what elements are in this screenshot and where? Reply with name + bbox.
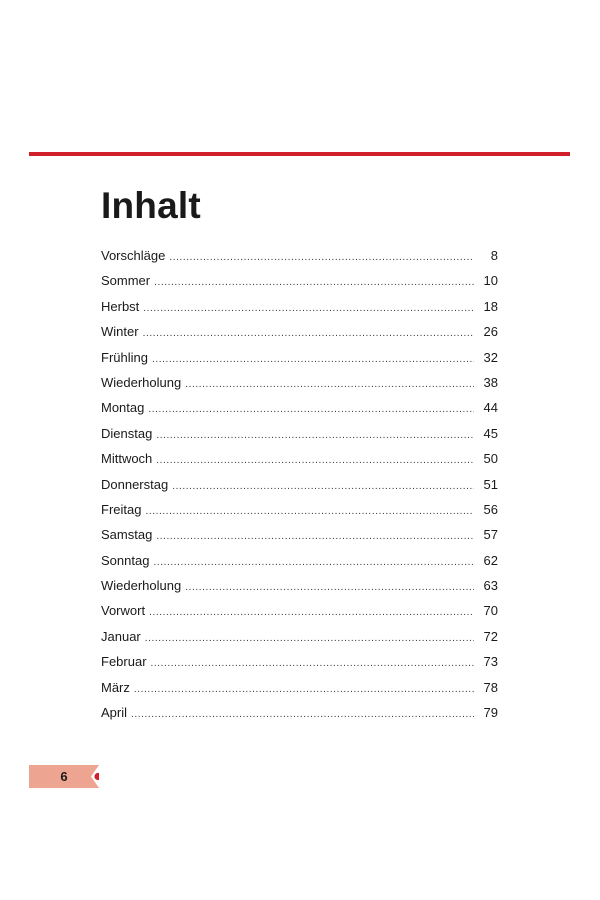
dot-leader bbox=[151, 651, 474, 676]
toc-entry-label: Sonntag bbox=[101, 552, 150, 568]
toc-entry[interactable] bbox=[101, 700, 498, 725]
toc-entry[interactable] bbox=[101, 395, 498, 420]
toc-entry-page: 8 bbox=[490, 248, 498, 263]
table-of-contents bbox=[101, 243, 498, 725]
toc-entry[interactable] bbox=[101, 345, 498, 370]
toc-entry[interactable] bbox=[101, 472, 498, 497]
dot-leader bbox=[156, 524, 474, 549]
toc-entry-label: Frühling bbox=[101, 349, 148, 365]
page-number: 6 bbox=[60, 769, 68, 784]
toc-entry[interactable] bbox=[101, 649, 498, 674]
toc-entry[interactable] bbox=[101, 294, 498, 319]
toc-entry-label: Vorschläge bbox=[101, 248, 166, 263]
dot-leader bbox=[131, 702, 474, 727]
toc-entry[interactable] bbox=[101, 522, 498, 547]
dot-leader bbox=[143, 296, 474, 321]
dot-leader bbox=[145, 626, 474, 651]
dot-leader bbox=[149, 600, 474, 625]
toc-entry-label: Samstag bbox=[101, 527, 153, 543]
toc-entry[interactable] bbox=[101, 370, 498, 395]
toc-entry-label: Wiederholung bbox=[101, 578, 182, 594]
toc-entry-page: 26 bbox=[483, 324, 498, 340]
toc-entry-page: 57 bbox=[483, 527, 498, 543]
toc-entry-label: Donnerstag bbox=[101, 476, 169, 492]
toc-entry-label: Dienstag bbox=[101, 425, 153, 441]
dot-leader bbox=[134, 677, 474, 702]
toc-entry-label: Wiederholung bbox=[101, 374, 182, 390]
dot-leader bbox=[156, 423, 474, 448]
dot-leader bbox=[152, 347, 474, 372]
toc-entry-page: 72 bbox=[483, 628, 498, 644]
toc-entry[interactable] bbox=[101, 675, 498, 700]
toc-entry-page: 44 bbox=[483, 400, 498, 416]
toc-entry-label: Herbst bbox=[101, 298, 140, 314]
toc-entry-page: 50 bbox=[483, 451, 498, 467]
dot-leader bbox=[156, 448, 474, 473]
dot-leader bbox=[169, 245, 474, 270]
toc-entry-page: 51 bbox=[483, 476, 498, 492]
toc-entry-page: 18 bbox=[483, 298, 498, 314]
toc-entry-page: 73 bbox=[483, 654, 498, 670]
dot-leader bbox=[153, 550, 474, 575]
dot-leader bbox=[148, 397, 474, 422]
toc-entry-label: Mittwoch bbox=[101, 451, 153, 467]
toc-entry[interactable] bbox=[101, 573, 498, 598]
toc-entry[interactable] bbox=[101, 421, 498, 446]
toc-entry-label: März bbox=[101, 679, 130, 695]
toc-entry-page: 78 bbox=[483, 679, 498, 695]
dot-leader bbox=[172, 474, 474, 499]
toc-entry-label: Montag bbox=[101, 400, 145, 416]
dot-leader bbox=[185, 372, 474, 397]
toc-entry-page: 45 bbox=[483, 425, 498, 441]
toc-entry-page: 63 bbox=[483, 578, 498, 594]
toc-entry-page: 62 bbox=[483, 552, 498, 568]
toc-entry-label: Winter bbox=[101, 324, 139, 340]
toc-entry[interactable] bbox=[101, 598, 498, 623]
toc-entry-page: 56 bbox=[483, 501, 498, 517]
toc-entry[interactable] bbox=[101, 446, 498, 471]
toc-entry[interactable] bbox=[101, 268, 498, 293]
toc-entry-label: Vorwort bbox=[101, 603, 146, 619]
toc-entry-page: 70 bbox=[483, 603, 498, 619]
toc-entry-page: 38 bbox=[483, 374, 498, 390]
toc-entry-label: Februar bbox=[101, 654, 147, 670]
toc-entry-page: 32 bbox=[483, 349, 498, 365]
toc-entry[interactable] bbox=[101, 548, 498, 573]
toc-entry-page: 79 bbox=[483, 705, 498, 721]
toc-entry-label: Freitag bbox=[101, 501, 142, 517]
toc-entry[interactable] bbox=[101, 243, 498, 268]
toc-entry-label: Sommer bbox=[101, 273, 151, 289]
toc-entry-label: Januar bbox=[101, 628, 141, 644]
toc-entry[interactable] bbox=[101, 624, 498, 649]
dot-leader bbox=[154, 270, 474, 295]
toc-entry[interactable] bbox=[101, 319, 498, 344]
toc-entry-label: April bbox=[101, 705, 128, 721]
header-divider bbox=[29, 152, 570, 156]
dot-leader bbox=[145, 499, 474, 524]
toc-entry[interactable] bbox=[101, 497, 498, 522]
page-title: Inhalt bbox=[101, 185, 201, 226]
dot-leader bbox=[143, 321, 474, 346]
toc-entry-page: 10 bbox=[483, 273, 498, 289]
dot-leader bbox=[185, 575, 474, 600]
